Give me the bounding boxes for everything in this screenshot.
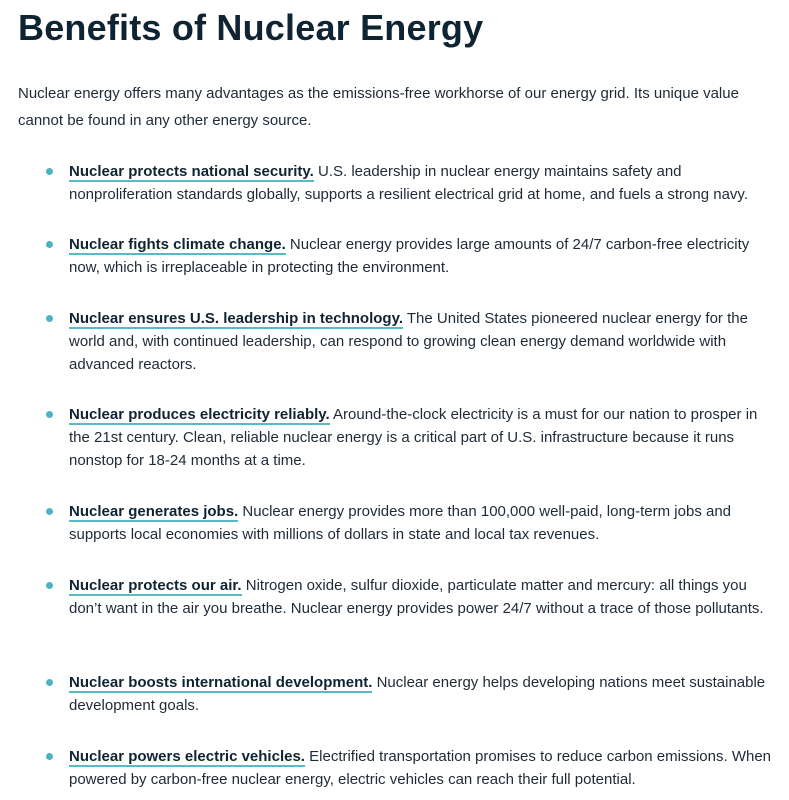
- list-item-text: [69, 671, 778, 717]
- benefit-description: Nuclear energy helps developing nations meet sustainable development goals.: [69, 674, 766, 714]
- bullet-dot-icon: [46, 508, 53, 515]
- page-title: Benefits of Nuclear Energy: [18, 7, 484, 48]
- benefit-description: Electrified transportation promises to reduce carbon emissions. When powered by carbon-free nuclear energy, electric vehicles can reach their full potential.: [69, 748, 772, 788]
- list-item-text: [69, 160, 778, 206]
- bullet-dot-icon: [46, 315, 53, 322]
- benefit-description: Nuclear energy provides more than 100,000 well-paid, long-term jobs and supports local economies with millions of dollars in state and local tax revenues.: [69, 503, 732, 543]
- list-item-text: [69, 403, 778, 472]
- benefit-link-air[interactable]: Nuclear protects our air.: [69, 577, 242, 594]
- list-item: [18, 307, 778, 376]
- benefit-description: Nitrogen oxide, sulfur dioxide, particulate matter and mercury: all things you don’t want in the air you breathe. Nuclear energy provides power 24/7 without a trace of those pollutants.: [69, 577, 764, 617]
- list-item-text: [69, 307, 778, 376]
- list-item: [18, 574, 778, 620]
- bullet-dot-icon: [46, 241, 53, 248]
- benefit-description: U.S. leadership in nuclear energy maintains safety and nonproliferation standards globally, supports a resilient electrical grid at home, and fuels a strong navy.: [69, 163, 748, 203]
- list-item: [18, 500, 778, 546]
- bullet-dot-icon: [46, 679, 53, 686]
- list-item: [18, 403, 778, 472]
- benefit-description: Around-the-clock electricity is a must for our nation to prosper in the 21st century. Clean, reliable nuclear energy is a critical part of U.S. infrastructure because it runs nonstop for 18-24 months at a time.: [69, 406, 758, 469]
- list-item-text: [69, 574, 778, 620]
- benefit-link-international-development[interactable]: Nuclear boosts international development.: [69, 674, 373, 691]
- benefit-link-reliable-electricity[interactable]: Nuclear produces electricity reliably.: [69, 406, 330, 423]
- list-item: [18, 160, 778, 206]
- bullet-dot-icon: [46, 582, 53, 589]
- benefit-description: The United States pioneered nuclear energy for the world and, with continued leadership, can respond to growing clean energy demand worldwide with advanced reactors.: [69, 310, 748, 373]
- list-item-text: [69, 233, 778, 279]
- benefit-link-electric-vehicles[interactable]: Nuclear powers electric vehicles.: [69, 748, 305, 765]
- intro-paragraph: Nuclear energy offers many advantages as the emissions-free workhorse of our energy grid. Its unique value cannot be found in any other energy source.: [18, 85, 739, 129]
- benefit-link-climate-change[interactable]: Nuclear fights climate change.: [69, 236, 286, 253]
- list-item: [18, 671, 778, 717]
- list-item: [18, 233, 778, 279]
- list-item-text: [69, 500, 778, 546]
- bullet-dot-icon: [46, 168, 53, 175]
- benefit-description: Nuclear energy provides large amounts of 24/7 carbon-free electricity now, which is irreplaceable in protecting the environment.: [69, 236, 750, 276]
- benefit-link-technology-leadership[interactable]: Nuclear ensures U.S. leadership in technology.: [69, 310, 403, 327]
- list-item-text: [69, 745, 778, 791]
- bullet-dot-icon: [46, 753, 53, 760]
- benefit-link-jobs[interactable]: Nuclear generates jobs.: [69, 503, 239, 520]
- list-item: [18, 745, 778, 791]
- benefit-link-national-security[interactable]: Nuclear protects national security.: [69, 163, 314, 180]
- bullet-dot-icon: [46, 411, 53, 418]
